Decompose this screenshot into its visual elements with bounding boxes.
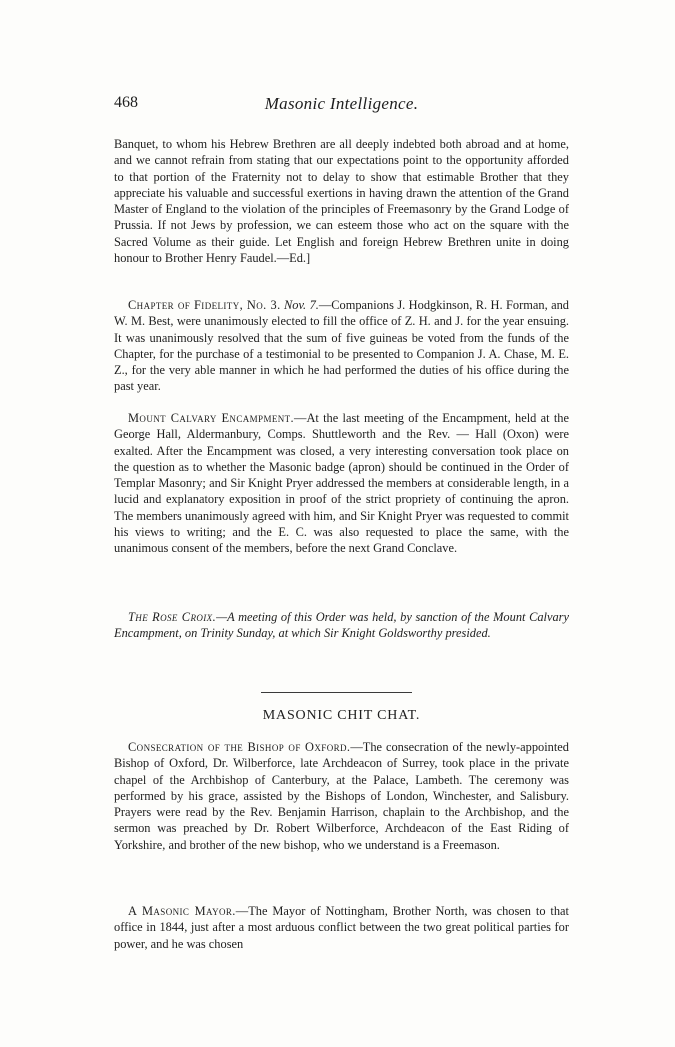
paragraph-lead: The Rose Croix. bbox=[128, 610, 217, 624]
section-heading: MASONIC CHIT CHAT. bbox=[262, 708, 421, 723]
paragraph-rose-croix bbox=[114, 609, 569, 642]
paragraph-date: Nov. 7. bbox=[284, 298, 319, 312]
paragraph-lead: Consecration of the Bishop of Oxford. bbox=[128, 740, 351, 754]
paragraph-chapter-of-fidelity bbox=[114, 297, 569, 395]
paragraph-mount-calvary bbox=[114, 410, 569, 557]
paragraph-consecration bbox=[114, 739, 569, 853]
paragraph-text: —Companions J. Hodgkinson, R. H. Forman, and W. M. Best, were unanimously elected to fill the office of Z. H. and J. for the year ensuing. It was unanimously resolved that the sum of five guineas be voted from the funds of the Chapter, for the purchase of a testimonial to be presented to Companion J. A. Chase, M. E. Z., for the very able manner in which he had performed the duties of his office during the past year. bbox=[114, 298, 569, 394]
running-head bbox=[114, 94, 569, 118]
running-title: Masonic Intelligence. bbox=[264, 94, 419, 113]
section-divider bbox=[261, 692, 412, 693]
paragraph-text: —The Mayor of Nottingham, Brother North, was chosen to that office in 1844, just after a most arduous conflict between the two great political parties for power, and he was chosen bbox=[114, 904, 570, 951]
paragraph-text: —The consecration of the newly-appointed Bishop of Oxford, Dr. Wilberforce, late Archdeacon of Surrey, took place in the private chapel of the Archbishop of Canterbury, at the Palace, Lambeth. The ceremony was performed by his grace, assisted by the Bishops of London, Winchester, and Salisbury. Prayers were read by the Rev. Benjamin Harrison, chaplain to the Archbishop, and the sermon was preached by Dr. Robert Wilberforce, Archdeacon of the East Riding of Yorkshire, and brother of the new bishop, who we understand is a Freemason. bbox=[114, 740, 569, 852]
page-number: 468 bbox=[114, 94, 138, 111]
paragraph-lead: Mount Calvary Encampment. bbox=[128, 411, 295, 425]
paragraph-masonic-mayor bbox=[114, 903, 569, 952]
paragraph-text: Banquet, to whom his Hebrew Brethren are all deeply indebted both abroad and at home, and we cannot refrain from stating that our expectations point to the opportunity afforded to that portion of the Fraternity not to delay to show that estimable Brother that they appreciate his valuable and successful exertions in having drawn the attention of the Grand Master of England to the violation of the principles of Freemasonry by the Grand Lodge of Prussia. If not Jews by profession, we can esteem those who act on the square with the Sacred Volume as their guide. Let English and foreign Hebrew Brethren unite in doing honour to Brother Henry Faudel.—Ed.] bbox=[114, 137, 569, 266]
paragraph-banquet bbox=[114, 136, 569, 266]
paragraph-text: —A meeting of this Order was held, by sanction of the Mount Calvary Encampment, on Trinity Sunday, at which Sir Knight Goldsworthy presided. bbox=[114, 610, 570, 641]
paragraph-text: —At the last meeting of the Encampment, held at the George Hall, Aldermanbury, Comps. Shuttleworth and the Rev. — Hall (Oxon) were exalted. After the Encampment was closed, a very interesting conversation took place on the question as to whether the Masonic badge (apron) should be continued in the Order of Templar Masonry; and Sir Knight Pryer addressed the members at considerable length, in a lucid and explanatory exposition in proof of the strict propriety of continuing the apron. The members unanimously agreed with him, and Sir Knight Pryer was requested to commit his views to writing; and the E. C. was also requested to place the same, with the unanimous consent of the members, before the next Grand Conclave. bbox=[114, 411, 569, 556]
paragraph-lead: Chapter of Fidelity, No. 3. bbox=[128, 298, 281, 312]
paragraph-lead: A Masonic Mayor. bbox=[128, 904, 236, 918]
